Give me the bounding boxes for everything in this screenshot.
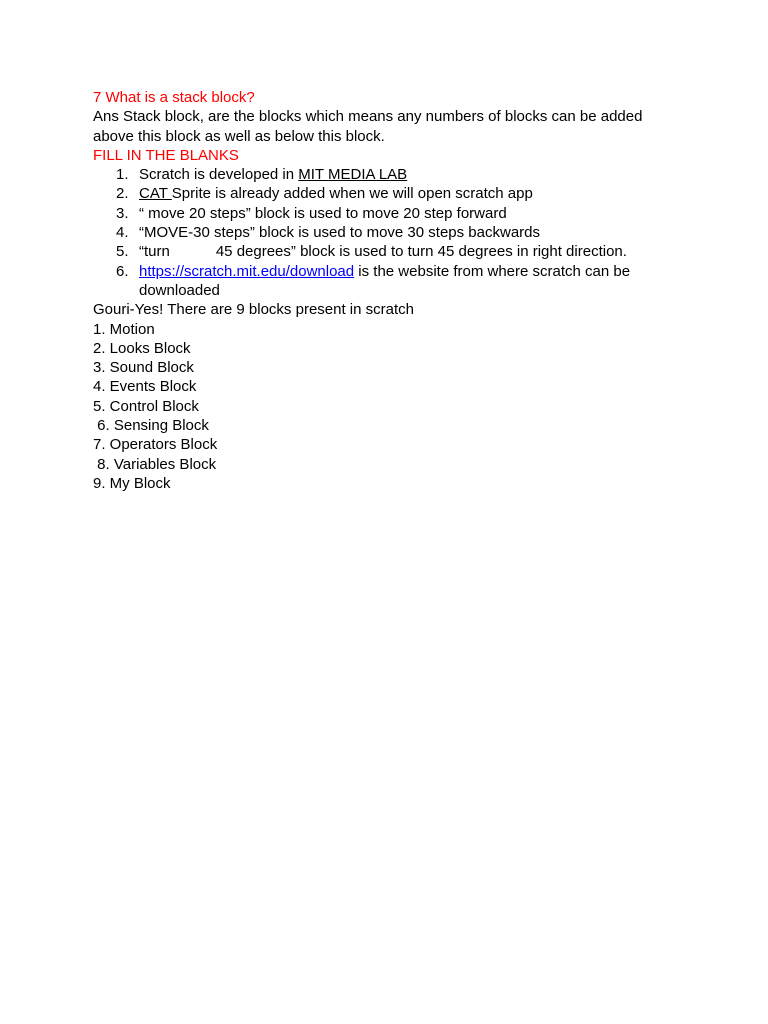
item-text: “turn (139, 243, 170, 261)
blocks-intro: Gouri-Yes! There are 9 blocks present in scratch (93, 301, 414, 319)
list-item (93, 242, 693, 261)
item-text: is the website from where scratch can be downloaded (139, 262, 631, 299)
list-number: 3. (116, 204, 129, 222)
block-item: 7. Operators Block (93, 436, 218, 454)
item-text: “ move 20 steps” block is used to move 20 step forward (139, 204, 507, 222)
fill-blanks-list (93, 165, 693, 300)
scratch-download-link[interactable]: https://scratch.mit.edu/download (139, 262, 355, 280)
blank-answer: MIT MEDIA LAB (298, 166, 408, 184)
block-item: 9. My Block (93, 474, 171, 492)
list-item (93, 223, 693, 242)
question-heading: 7 What is a stack block? (93, 89, 255, 106)
list-number: 6. (116, 262, 129, 280)
block-item: 5. Control Block (93, 397, 199, 415)
list-item (93, 262, 693, 301)
blank-answer: CAT (139, 185, 172, 203)
block-item: 2. Looks Block (93, 339, 191, 357)
list-item (93, 184, 693, 203)
list-number: 1. (116, 166, 129, 184)
item-text: Scratch is developed in (139, 166, 299, 184)
fill-blanks-heading: FILL IN THE BLANKS (93, 146, 239, 164)
item-text: “MOVE-30 steps” block is used to move 30 steps backwards (139, 224, 541, 242)
list-number: 4. (116, 224, 129, 242)
block-item: 1. Motion (93, 320, 155, 338)
item-text: 45 degrees” block is used to turn 45 degrees in right direction. (215, 243, 627, 261)
list-item (93, 204, 693, 223)
list-number: 5. (116, 243, 129, 261)
block-item: 8. Variables Block (93, 455, 217, 473)
block-item: 6. Sensing Block (93, 417, 209, 435)
list-number: 2. (116, 185, 129, 203)
item-text: Sprite is already added when we will open scratch app (171, 185, 533, 203)
list-item (93, 165, 693, 184)
question-answer: Ans Stack block, are the blocks which means any numbers of blocks can be added above this block as well as below this block. (93, 108, 643, 145)
block-item: 4. Events Block (93, 378, 197, 396)
block-item: 3. Sound Block (93, 359, 194, 377)
document-page (93, 88, 693, 493)
